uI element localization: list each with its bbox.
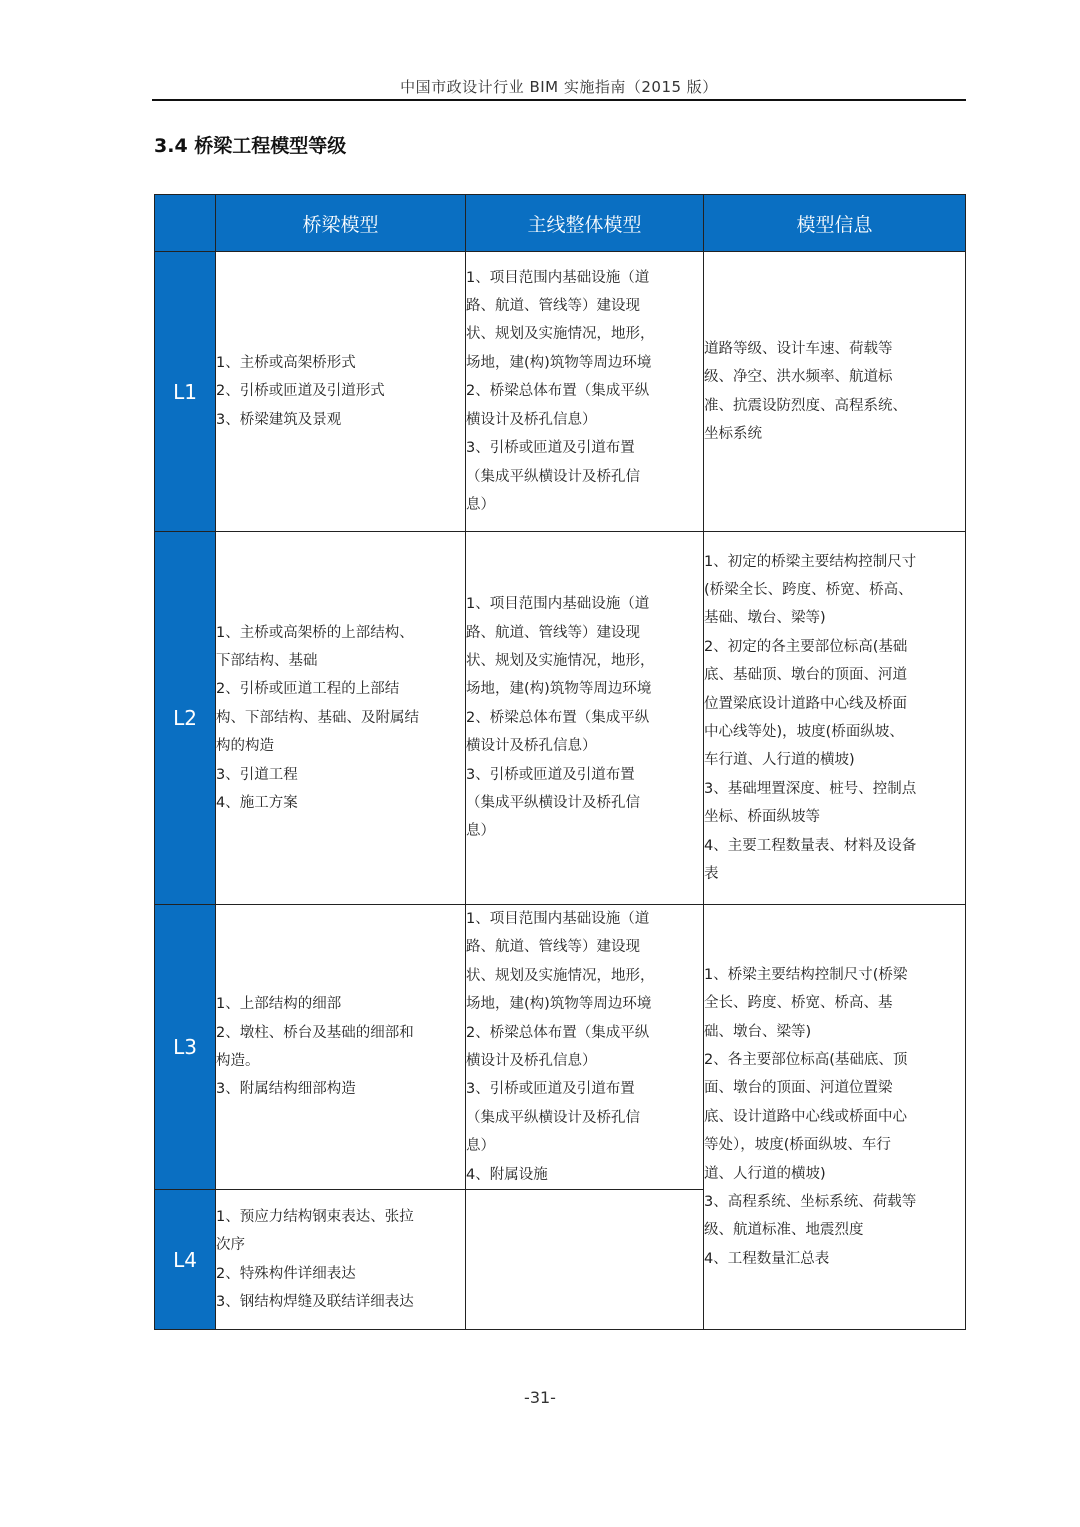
- list-item: 2、引桥或匝道工程的上部结: [216, 681, 400, 698]
- l1-model-info: [704, 252, 966, 532]
- list-item: 3、引桥或匝道及引道布置: [466, 766, 635, 783]
- list-item: 坐标、桥面纵坡等: [704, 809, 820, 826]
- model-level-table: [154, 194, 966, 1330]
- list-item: 1、项目范围内基础设施（道: [466, 596, 650, 613]
- list-item: 面、墩台的顶面、河道位置梁: [704, 1080, 893, 1097]
- header-level: [155, 195, 216, 252]
- list-item: 场地，建(构)筑物等周边环境: [466, 996, 652, 1013]
- l2-bridge-model: [216, 532, 466, 905]
- list-item: 3、附属结构细部构造: [216, 1081, 356, 1098]
- list-item: 横设计及桥孔信息）: [466, 1053, 597, 1070]
- header-mainline-model: 主线整体模型: [466, 195, 704, 252]
- list-item: 级、航道标准、地震烈度: [704, 1222, 864, 1239]
- list-item: 道、人行道的横坡): [704, 1165, 826, 1182]
- list-item: 路、航道、管线等）建设现: [466, 624, 640, 641]
- list-item: 等处），坡度(桥面纵坡、车行: [704, 1137, 891, 1154]
- list-item: 3、高程系统、坐标系统、荷载等: [704, 1194, 917, 1211]
- l4-bridge-model: [216, 1190, 466, 1330]
- level-l4: L4: [155, 1190, 216, 1330]
- list-item: 4、施工方案: [216, 795, 298, 812]
- list-item: 2、桥梁总体布置（集成平纵: [466, 709, 650, 726]
- list-item: 1、上部结构的细部: [216, 996, 342, 1013]
- l3-l4-model-info: [704, 905, 966, 1330]
- list-item: 1、主桥或高架桥形式: [216, 354, 356, 371]
- l1-bridge-model: [216, 252, 466, 532]
- list-item: 横设计及桥孔信息）: [466, 738, 597, 755]
- list-item: 状、规划及实施情况，地形，: [466, 326, 655, 343]
- header-bridge-model: 桥梁模型: [216, 195, 466, 252]
- list-item: 路、航道、管线等）建设现: [466, 939, 640, 956]
- header-model-info: 模型信息: [704, 195, 966, 252]
- list-item: 场地，建(构)筑物等周边环境: [466, 681, 652, 698]
- list-item: 1、初定的桥梁主要结构控制尺寸: [704, 553, 917, 570]
- running-header: 中国市政设计行业 BIM 实施指南（2015 版）: [400, 78, 718, 96]
- list-item: 级、净空、洪水频率、航道标: [704, 369, 893, 386]
- list-item: 路、航道、管线等）建设现: [466, 298, 640, 315]
- list-item: 场地，建(构)筑物等周边环境: [466, 354, 652, 371]
- l3-mainline-model: [466, 905, 704, 1190]
- list-item: 2、桥梁总体布置（集成平纵: [466, 1024, 650, 1041]
- list-item: 准、抗震设防烈度、高程系统、: [704, 397, 907, 414]
- list-item: 1、桥梁主要结构控制尺寸(桥梁: [704, 966, 908, 983]
- list-item: 下部结构、基础: [216, 652, 318, 669]
- list-item: （集成平纵横设计及桥孔信: [466, 468, 640, 485]
- list-item: 3、引道工程: [216, 766, 298, 783]
- list-item: 2、引桥或匝道及引道形式: [216, 383, 385, 400]
- list-item: 息）: [466, 496, 495, 513]
- list-item: 3、引桥或匝道及引道布置: [466, 1081, 635, 1098]
- list-item: 4、附属设施: [466, 1166, 548, 1183]
- list-item: 基础、墩台、梁等): [704, 610, 826, 627]
- list-item: 底、设计道路中心线或桥面中心: [704, 1108, 907, 1125]
- list-item: 息）: [466, 823, 495, 840]
- list-item: 1、项目范围内基础设施（道: [466, 269, 650, 286]
- list-item: 次序: [216, 1237, 245, 1254]
- list-item: 位置梁底设计道路中心线及桥面: [704, 695, 907, 712]
- page-number: -31-: [524, 1388, 556, 1407]
- list-item: 底、基础顶、墩台的顶面、河道: [704, 667, 907, 684]
- list-item: 2、桥梁总体布置（集成平纵: [466, 383, 650, 400]
- section-title: 3.4 桥梁工程模型等级: [154, 135, 347, 157]
- list-item: (桥梁全长、跨度、桥宽、桥高、: [704, 581, 913, 598]
- list-item: 息）: [466, 1138, 495, 1155]
- list-item: 全长、跨度、桥宽、桥高、基: [704, 995, 893, 1012]
- list-item: 2、特殊构件详细表达: [216, 1265, 356, 1282]
- list-item: 础、墩台、梁等): [704, 1023, 812, 1040]
- list-item: 构的构造: [216, 738, 274, 755]
- list-item: 坐标系统: [704, 425, 762, 442]
- l3-bridge-model: [216, 905, 466, 1190]
- list-item: 构造。: [216, 1053, 260, 1070]
- list-item: 2、初定的各主要部位标高(基础: [704, 638, 908, 655]
- list-item: 3、引桥或匝道及引道布置: [466, 440, 635, 457]
- table-row-l2: [155, 532, 966, 905]
- level-l3: L3: [155, 905, 216, 1190]
- list-item: 状、规划及实施情况，地形，: [466, 967, 655, 984]
- list-item: 1、项目范围内基础设施（道: [466, 911, 650, 927]
- table-row-l1: [155, 252, 966, 532]
- table-header-row: [155, 195, 966, 252]
- list-item: （集成平纵横设计及桥孔信: [466, 795, 640, 812]
- level-l1: L1: [155, 252, 216, 532]
- list-item: 4、工程数量汇总表: [704, 1250, 830, 1267]
- list-item: 2、墩柱、桥台及基础的细部和: [216, 1024, 414, 1041]
- list-item: 状、规划及实施情况，地形，: [466, 652, 655, 669]
- list-item: 1、预应力结构钢束表达、张拉: [216, 1208, 414, 1225]
- list-item: 横设计及桥孔信息）: [466, 411, 597, 428]
- list-item: 表: [704, 866, 719, 883]
- list-item: 3、基础埋置深度、桩号、控制点: [704, 780, 917, 797]
- list-item: （集成平纵横设计及桥孔信: [466, 1109, 640, 1126]
- l1-mainline-model: [466, 252, 704, 532]
- list-item: 构、下部结构、基础、及附属结: [216, 709, 419, 726]
- list-item: 3、桥梁建筑及景观: [216, 411, 342, 428]
- list-item: 车行道、人行道的横坡): [704, 752, 855, 769]
- list-item: 中心线等处)，坡度(桥面纵坡、: [704, 724, 904, 740]
- list-item: 2、各主要部位标高(基础底、顶: [704, 1052, 908, 1069]
- list-item: 3、钢结构焊缝及联结详细表达: [216, 1293, 414, 1310]
- l2-model-info: [704, 532, 966, 905]
- list-item: 道路等级、设计车速、荷载等: [704, 340, 893, 357]
- header-rule: [152, 99, 966, 101]
- l2-mainline-model: [466, 532, 704, 905]
- l4-mainline-model-empty: [466, 1190, 704, 1330]
- level-l2: L2: [155, 532, 216, 905]
- list-item: 4、主要工程数量表、材料及设备: [704, 837, 917, 854]
- list-item: 1、主桥或高架桥的上部结构、: [216, 624, 414, 641]
- table-row-l3: [155, 905, 966, 1190]
